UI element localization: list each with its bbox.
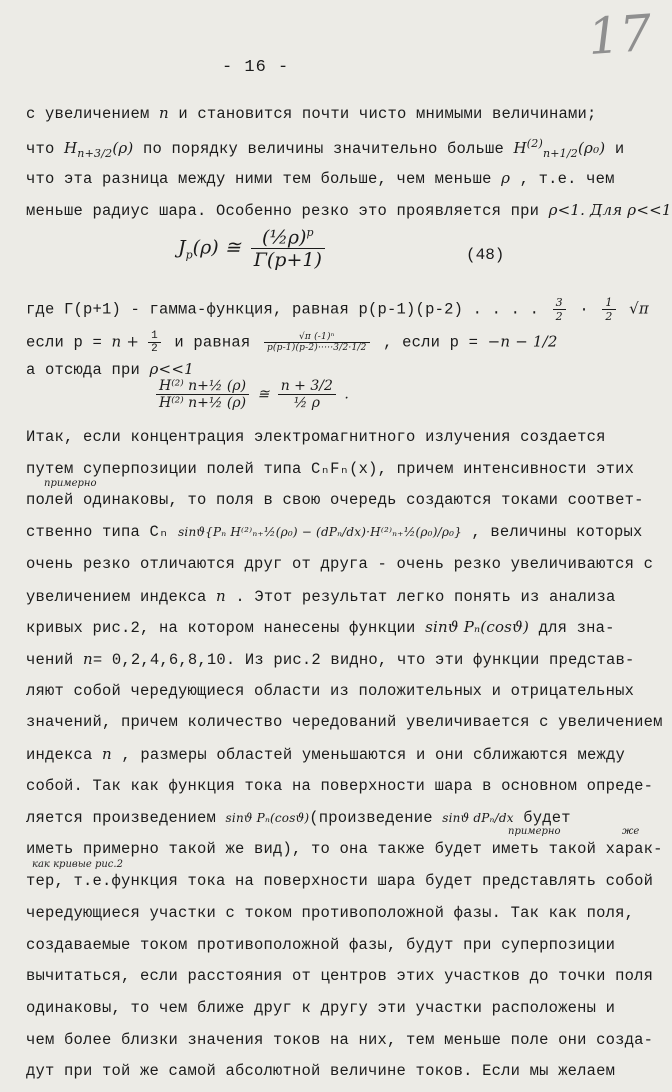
text-line-25: вычитаться, если расстояния от центров этих участков до точки поля	[26, 967, 654, 985]
text-line-2: что $H_{n+3/2}(\rho)$ по порядку величины значительно больше $H^{(2)}_{n+1/2}(\rho_0)$ и	[26, 137, 625, 160]
text-line-21: иметь примерно такой же вид), то она также будет иметь такой харак-	[26, 840, 663, 858]
text-line-22: тер, т.е.функция тока на поверхности шара будет представлять собой	[26, 872, 654, 890]
text-line-24: создаваемые током противоположной фазы, будут при суперпозиции	[26, 936, 616, 954]
text-line-27: чем более близки значения токов на них, тем меньше поле они созда-	[26, 1031, 654, 1049]
equation-48: $J_p(\rho)$ ≅ $\frac{(\frac{1}{2}\rho)^p}{\Gamma(p+1)}$	[178, 226, 329, 271]
text-line-11: ственно типа Cₙ sinϑ{Pₙ H⁽²⁾ₙ₊½(ρ₀) − (dPₙ/dx)·H⁽²⁾ₙ₊½(ρ₀)/ρ₀} , величины которых	[26, 523, 643, 541]
handwritten-insert-1: примерно	[44, 478, 97, 489]
text-line-19: собой. Так как функция тока на поверхности шара в основном опреде-	[26, 777, 654, 795]
handwritten-insert-4: как кривые рис.2	[32, 859, 123, 870]
text-line-16: ляют собой чередующиеся области из положительных и отрицательных	[26, 682, 635, 700]
text-line-7: а отсюда при ρ<<1	[26, 360, 194, 379]
text-line-28: дут при той же самой абсолютной величине токов. Если мы желаем	[26, 1062, 616, 1080]
handwritten-insert-3: же	[622, 826, 640, 837]
text-line-3: что эта разница между ними тем больше, чем меньше ρ , т.е. чем	[26, 169, 615, 188]
text-line-15: чений n= 0,2,4,6,8,10. Из рис.2 видно, что эти функции представ-	[26, 650, 635, 669]
equation-number: (48)	[466, 246, 505, 264]
text-line-13: увеличением индекса n . Этот результат легко понять из анализа	[26, 587, 616, 606]
text-line-9: путем суперпозиции полей типа CₙFₙ(x), причем интенсивности этих	[26, 460, 635, 478]
text-line-23: чередующиеся участки с током противоположной фазы. Так как поля,	[26, 904, 635, 922]
text-line-14: кривых рис.2, на котором нанесены функции sinϑ Pₙ(cosϑ) для зна-	[26, 618, 615, 637]
text-line-26: одинаковы, то чем ближе друг к другу эти участки расположены и	[26, 999, 616, 1017]
text-line-18: индекса n , размеры областей уменьшаются и они сближаются между	[26, 745, 625, 764]
folio-number: 17	[586, 3, 654, 67]
text-line-8: Итак, если концентрация электромагнитного излучения создается	[26, 428, 606, 446]
text-line-6: если р = n + $\frac{1}{2}$ и равная $\frac{\text{√π (-1)ⁿ}}{p(p-1)(p-2)\cdot\cdot\cdot\cdot\cdot 3/2\cdot 1/2}$ , если р = −n − 1/2	[26, 330, 558, 355]
text-line-4: меньше радиус шара. Особенно резко это проявляется при ρ<1. Для ρ<<1	[26, 201, 672, 220]
text-line-10: полей одинаковы, то поля в свою очередь создаются токами соответ-	[26, 491, 644, 509]
text-line-17: значений, причем количество чередований увеличивается с увеличением	[26, 713, 663, 731]
ratio-formula: $\frac{\text{H⁽²⁾ n+½ (ρ)}}{\text{H⁽²⁾ n+½ (ρ)}}$ ≅ $\frac{n + 3/2}{\text{½ ρ}}$ .	[152, 378, 349, 411]
text-line-12: очень резко отличаются друг от друга - очень резко увеличиваются с	[26, 555, 654, 573]
page-number: - 16 -	[222, 58, 290, 77]
text-line-20: ляется произведением sinϑ Pₙ(cosϑ)(произведение sinϑ dPₙ/dx будет	[26, 809, 571, 827]
text-line-1: с увеличением n и становится почти чисто мнимыми величинами;	[26, 104, 597, 123]
handwritten-insert-2: примерно	[508, 826, 561, 837]
text-line-5: где Г(р+1) - гамма-функция, равная р(р-1)(р-2) . . . . $\frac{3}{2}$ · $\frac{1}{2}$ √π	[26, 296, 649, 323]
